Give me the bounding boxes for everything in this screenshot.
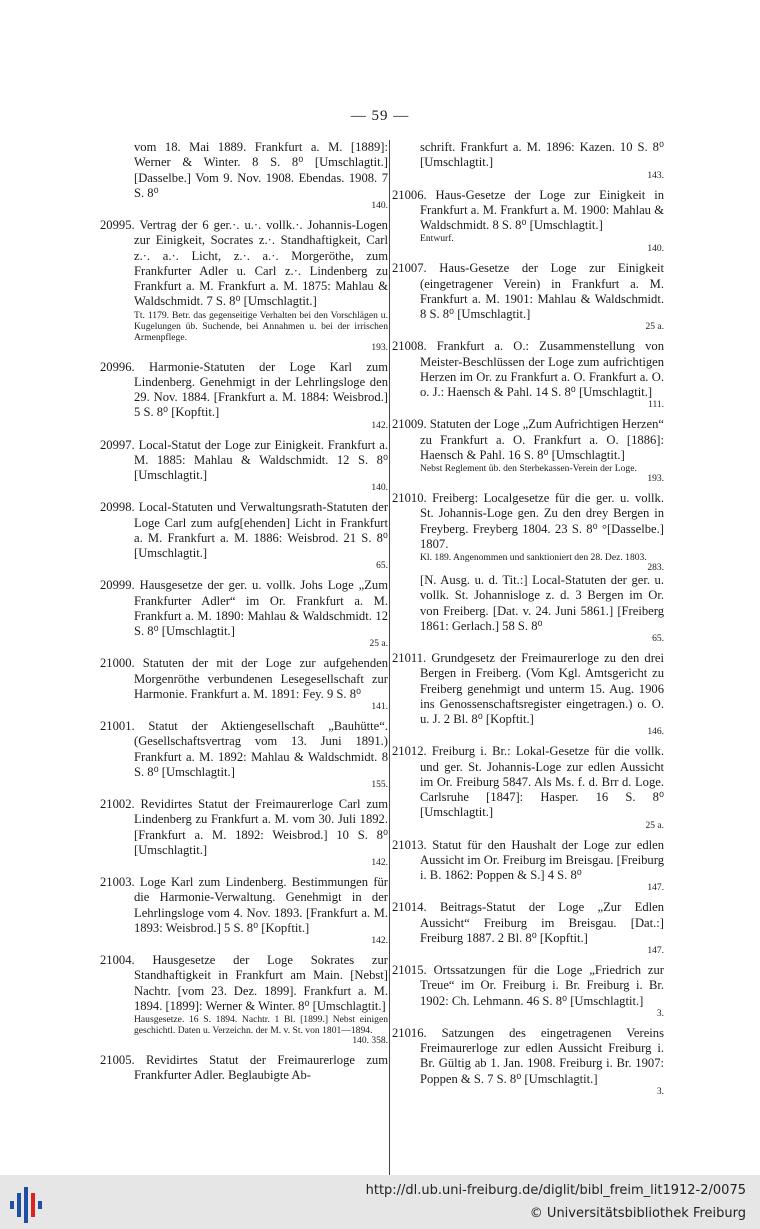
document-url-link[interactable]: http://dl.ub.uni-freiburg.de/diglit/bibl_freim_lit1912-2/0075 — [365, 1183, 746, 1198]
entry-text: Freiberg: Localgesetze für die ger. u. vollk. St. Johannis-Loge gen. Zu den drey Bergen in Freyberg. Freyberg 1804. 23 S. 8⁰ °[Dasselbe.] 1807. — [420, 491, 665, 551]
catalog-entry — [100, 875, 388, 946]
entry-number: 21000. — [100, 656, 143, 671]
entry-number: 21016. — [392, 1025, 442, 1040]
shelfmark: 140. — [371, 483, 388, 494]
shelfmark: 147. — [647, 883, 664, 894]
catalog-entry — [392, 744, 664, 830]
entry-text: Local-Statuten und Verwaltungsrath-Statuten der Loge Carl zum aufg[ehenden] Licht in Frankfurt a. M. Frankfurt a. M. 1886: Weisbrod. 21 S. 8⁰ [Umschlagtit.] — [134, 500, 389, 560]
entry-text: Harmonie-Statuten der Loge Karl zum Lindenberg. Genehmigt in der Lehrlingsloge den 29. Nov. 1884. [Frankfurt a. M. 1884: Weisbrod.] 5 S. 8⁰ [Kopftit.] — [134, 359, 388, 420]
entry-number: 21002. — [100, 797, 141, 811]
catalog-entry — [100, 438, 388, 494]
entry-text: Beitrags-Statut der Loge „Zur Edlen Aussicht“ Freiburg im Breisgau. [Dat.:] Freiburg 1887. 2 Bl. 8⁰ [Kopftit.] — [420, 900, 665, 945]
shelfmark: 140. 358. — [352, 1036, 388, 1046]
entry-number: 21008. — [392, 339, 437, 354]
shelfmark: 140. — [371, 201, 388, 211]
entry-text: Hausgesetze der ger. u. vollk. Johs Loge „Zum Frankfurter Adler“ im Or. Frankfurt a. M. Frankfurt a. M. 1890: Mahlau & Waldschmidt. 12 S. 8⁰ [Umschlagtit.] — [134, 578, 388, 638]
entry-text: Satzungen des eingetragenen Vereins Freimaurerloge zur edlen Aussicht Freiburg i. Br. Gültig ab 1. Jan. 1908. Freiburg i. Br. 1907: Poppen & S. 7 S. 8⁰ [Umschlagtit.] — [420, 1025, 665, 1086]
shelfmark: 111. — [648, 400, 664, 411]
shelfmark: 25 a. — [369, 639, 388, 650]
entry-text: Revidirtes Statut der Freimaurerloge Carl zum Lindenberg zu Frankfurt a. M. vom 30. Juli 1892. [Frankfurt a. M. 1892: Weisbrod.] 10 S. 8⁰ [Umschlagtit.] — [134, 797, 389, 857]
ub-freiburg-logo-icon[interactable] — [8, 1187, 48, 1223]
catalog-entry — [392, 900, 664, 956]
entry-text: Loge Karl zum Lindenberg. Bestimmungen für die Harmonie-Verwaltung. Genehmigt in der Lehrlingsloge vom 4. Nov. 1893. [Frankfurt a. M. 1893: Weisbrod.] 5 S. 8⁰ [Kopftit.] — [134, 875, 389, 935]
shelfmark: 142. — [371, 858, 388, 868]
entry-text: Frankfurt a. O.: Zusammenstellung von Meister-Beschlüssen der Loge zum aufrichtigen Herzen im Or. zu Frankfurt a. O. Frankfurt a. O. o. J.: Haensch & Pahl. 14 S. 8⁰ [Umschlagtit.] — [420, 339, 664, 399]
entry-number: 21007. — [392, 261, 440, 276]
entry-number: 21014. — [392, 900, 440, 915]
shelfmark: 147. — [647, 946, 664, 956]
catalog-entry — [392, 491, 664, 644]
entry-text: Grundgesetz der Freimaurerloge zu den drei Bergen in Freiberg. (Vom Kgl. Amtsgericht zu Freiberg genehmigt und unterm 15. Aug. 1906 ins Genossenschaftsregister eingetragen.) o. O. u. J. 2 Bl. 8⁰ [Kopftit.] — [420, 651, 664, 726]
entry-text: Statuten der mit der Loge zur aufgehenden Morgenröthe verbundenen Lesegesellschaft zur Harmonie. Frankfurt a. M. 1891: Fey. 9 S. 8⁰ — [134, 656, 389, 701]
entry-note: Tt. 1179. Betr. das gegenseitige Verhalten bei den Vorschlägen u. Kugelungen üb. Suchende, bei Annahmen u. bei der irrischen Armenpflege. — [134, 309, 388, 343]
entry-number: 21005. — [100, 1053, 146, 1067]
entry-number: 21015. — [392, 963, 434, 977]
catalog-entry — [392, 651, 664, 737]
catalog-entry — [100, 656, 388, 712]
viewer-footer — [0, 1175, 760, 1229]
entry-number: 20999. — [100, 578, 140, 593]
catalog-entry — [100, 360, 388, 431]
entry-text: vom 18. Mai 1889. Frankfurt a. M. [1889]: Werner & Winter. 8 S. 8⁰ [Umschlagtit.] [Dasselbe.] Vom 9. Nov. 1908. Ebendas. 1908. 7 S. 8⁰ — [134, 140, 388, 200]
shelfmark: 143. — [647, 170, 664, 181]
entry-text: Statut der Aktiengesellschaft „Bauhütte“. (Gesellschaftsvertrag vom 13. Juni 1891.) Frankfurt a. M. 1892: Mahlau & Waldschmidt. 8 S. 8⁰ [Umschlagtit.] — [134, 719, 388, 779]
shelfmark: 146. — [647, 727, 664, 738]
catalog-entry — [100, 578, 388, 649]
copyright-text: © Universitätsbibliothek Freiburg — [529, 1206, 746, 1221]
entry-text: Haus-Gesetze der Loge zur Einigkeit (eingetragener Verein) in Frankfurt a. M. Frankfurt a. M. 1901: Mahlau & Waldschmidt. 8 S. 8⁰ [Umschlagtit.] — [420, 261, 664, 321]
catalog-entry — [100, 218, 388, 353]
catalog-entry — [392, 140, 664, 181]
shelfmark: 193. — [647, 474, 664, 484]
catalog-entry — [392, 417, 664, 484]
catalog-entry — [100, 797, 388, 868]
shelfmark: 25 a. — [645, 322, 664, 333]
entry-note: Kl. 189. Angenommen und sanktioniert den 28. Dez. 1803. — [420, 552, 647, 563]
shelfmark: 3. — [656, 1008, 664, 1019]
entry-number: 21013. — [392, 837, 433, 852]
catalog-entry — [392, 838, 664, 894]
entry-number: 21011. — [392, 651, 432, 665]
shelfmark: 25 a. — [645, 820, 664, 831]
shelfmark: 140. — [647, 244, 664, 255]
catalog-entry — [100, 500, 388, 571]
catalog-entry — [100, 1053, 388, 1084]
entry-text: Freiburg i. Br.: Lokal-Gesetze für die vollk. und ger. St. Johannis-Loge zur edlen Aussicht im Or. Freiburg 5847. Als Ms. f. d. Brr d. Loge. Carlsruhe [1847]: Hasper. 16 S. 8⁰ [Umschlagtit.] — [420, 744, 665, 820]
catalog-entry — [100, 140, 388, 211]
shelfmark: 142. — [371, 420, 388, 431]
entry-text: Hausgesetze der Loge Sokrates zur Standhaftigkeit in Frankfurt am Main. [Nebst] Nachtr. [vom 23. Dez. 1899]. Frankfurt a. M. 1894. [1899]: Werner & Winter. 8⁰ [Umschlagtit.] — [134, 953, 388, 1013]
entry-number: 21004. — [100, 953, 153, 967]
shelfmark: 193. — [371, 342, 388, 353]
entry-note: Hausgesetze. 16 S. 1894. Nachtr. 1 Bl. [1899.] Nebst einigen geschichtl. Daten u. Verzeichn. der M. v. St. von 1801—1894. — [134, 1014, 388, 1036]
left-column — [100, 140, 388, 1091]
entry-number: 20995. — [100, 218, 140, 232]
entry-text: schrift. Frankfurt a. M. 1896: Kazen. 10 S. 8⁰ [Umschlagtit.] — [420, 140, 664, 170]
entry-number: 21009. — [392, 417, 430, 432]
entry-note: Nebst Reglement üb. den Sterbekassen-Verein der Loge. — [420, 463, 637, 474]
entry-number: 20997. — [100, 437, 139, 452]
entry-number: 21003. — [100, 875, 140, 889]
shelfmark: 65. — [376, 561, 388, 572]
shelfmark: 65. — [652, 634, 664, 644]
shelfmark: 141. — [371, 702, 388, 712]
right-column — [392, 140, 664, 1104]
shelfmark: 283. — [647, 563, 664, 573]
entry-number: 21006. — [392, 187, 436, 202]
entry-text: Statut für den Haushalt der Loge zur edlen Aussicht im Or. Freiburg im Breisgau. [Freiburg i. B. 1862: Poppen & S.] 4 S. 8⁰ — [420, 837, 664, 882]
entry-text: Ortssatzungen für die Loge „Friedrich zur Treue“ im Or. Freiburg i. Br. Freiburg i. Br. 1902: Ch. Lehmann. 46 S. 8⁰ [Umschlagtit.] — [420, 963, 664, 1008]
catalog-entry — [100, 719, 388, 790]
catalog-entry — [392, 188, 664, 255]
catalog-entry — [392, 261, 664, 332]
entry-note: Entwurf. — [420, 233, 454, 245]
entry-number: 21012. — [392, 744, 432, 759]
entry-number: 21010. — [392, 491, 433, 505]
entry-text: Revidirtes Statut der Freimaurerloge zum Frankfurter Adler. Beglaubigte Ab- — [134, 1053, 388, 1083]
entry-text: Haus-Gesetze der Loge zur Einigkeit in Frankfurt a. M. Frankfurt a. M. 1900: Mahlau & Waldschmidt. 8 S. 8⁰ [Umschlagtit.] — [420, 187, 664, 232]
column-divider — [389, 140, 390, 1185]
entry-text: Local-Statut der Loge zur Einigkeit. Frankfurt a. M. 1885: Mahlau & Waldschmidt. 12 S. 8⁰ [Umschlagtit.] — [134, 437, 388, 482]
catalog-entry — [392, 1026, 664, 1097]
shelfmark: 155. — [371, 780, 388, 790]
shelfmark: 3. — [656, 1086, 664, 1097]
page-number: — 59 — — [350, 108, 410, 124]
catalog-entry — [100, 953, 388, 1046]
entry-number: 21001. — [100, 719, 149, 733]
entry-text: Vertrag der 6 ger.·. u.·. vollk.·. Johannis-Logen zur Einigkeit, Socrates z.·. Standhaftigkeit, Carl z.·. a.·. Licht, z.·. a.·. Morgeröthe, zum Frankfurter Adler u. Carl z.·. Lindenberg zu Frankfurt a. M. Frankfurt a. M. 1875: Mahlau & Waldschmidt. 7 S. 8⁰ [Umschlagtit.] — [134, 218, 388, 309]
shelfmark: 142. — [371, 936, 388, 946]
entry-number: 20998. — [100, 500, 139, 515]
catalog-entry — [392, 339, 664, 410]
entry-number: 20996. — [100, 359, 149, 374]
entry-extra-text: [N. Ausg. u. d. Tit.:] Local-Statuten der ger. u. vollk. St. Johannisloge z. d. 3 Bergen im Or. von Freiberg. [Dat. v. 24. Juni 5861.] [Freiberg 1861: Gerlach.] 58 S. 8⁰ — [420, 573, 664, 633]
entry-text: Statuten der Loge „Zum Aufrichtigen Herzen“ zu Frankfurt a. O. Frankfurt a. O. [1886]: Haensch & Pahl. 16 S. 8⁰ [Umschlagtit.] — [420, 417, 664, 462]
catalog-entry — [392, 963, 664, 1019]
